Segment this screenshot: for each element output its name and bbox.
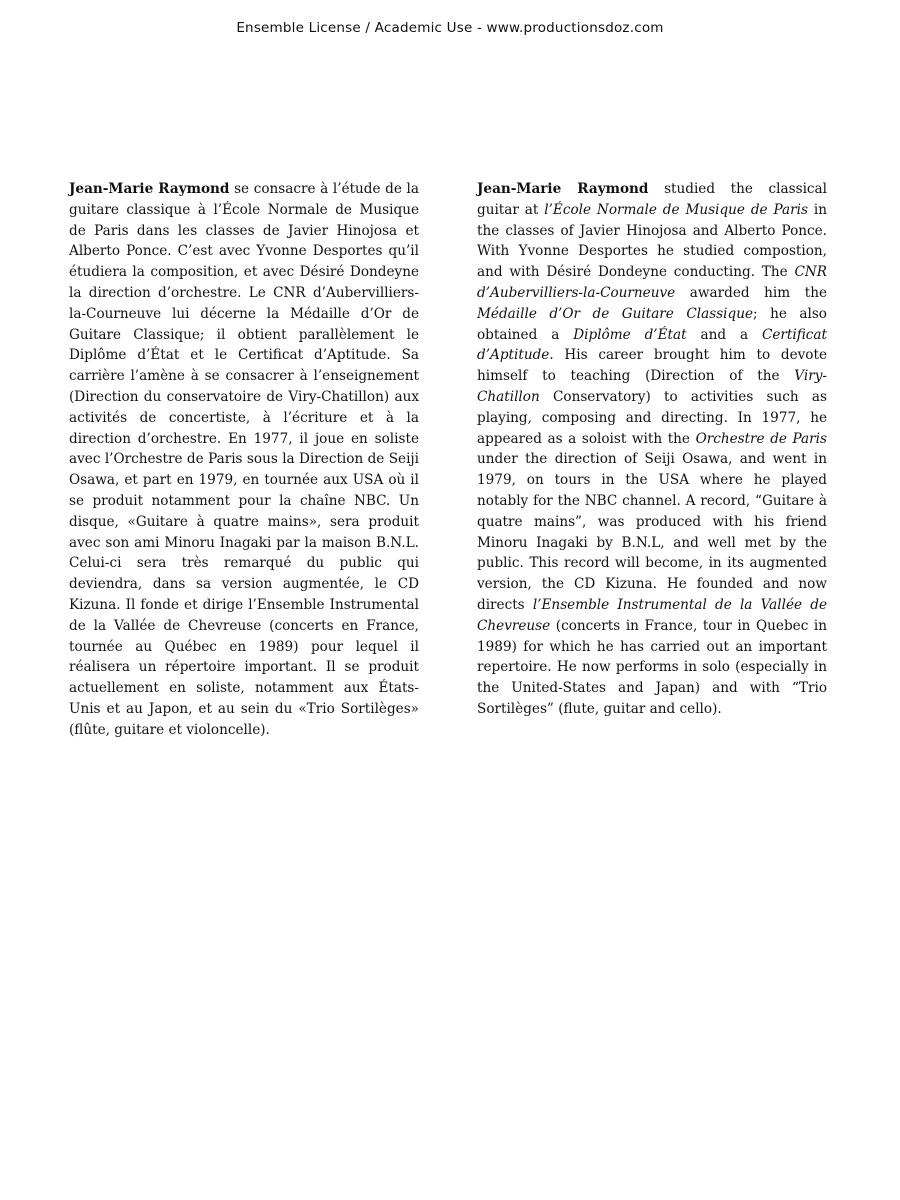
bio-english-column: [477, 179, 827, 720]
bio-name-french: Jean-Marie Raymond: [69, 181, 230, 197]
bio-italic-segment: Diplôme d’État: [573, 326, 687, 343]
license-header: Ensemble License / Academic Use - www.productionsdoz.com: [236, 20, 664, 36]
bio-paragraph-french: [69, 179, 419, 741]
bio-italic-segment: Viry-Chatillon: [477, 368, 827, 405]
bio-italic-segment: l’Ensemble Instrumental de la Vallée de Chevreuse: [477, 596, 827, 634]
bio-italic-segment: Certificat d’Aptitude: [477, 326, 827, 364]
bio-french-column: [69, 179, 419, 741]
bio-italic-segment: CNR d’Aubervilliers-la-Courneuve: [477, 264, 827, 301]
bio-text-segment: (concerts in France, tour in Quebec in 1989) for which he has carried out an important repertoire. He now performs in solo (especially in the United-States and Japan) and with “Trio Sortilèges” (flute, guitar and cello).: [477, 617, 827, 717]
bio-italic-segment: Orchestre de Paris: [695, 430, 827, 447]
bio-text-segment: under the direction of Seiji Osawa, and went in 1979, on tours in the USA where he played notably for the NBC channel. A record, “Guitare à quatre mains”, was produced with his friend Minoru Inagaki by B.N.L, and well met by the public. This record will become, in its augmented version, the CD Kizuna. He founded and now directs: [477, 451, 827, 613]
bio-text-segment: studied the classical guitar at: [477, 181, 827, 218]
bio-text-segment: . His career brought him to devote himself to teaching (Direction of the: [477, 347, 827, 385]
bio-text-segment: awarded him the: [675, 284, 827, 301]
bio-name-english: Jean-Marie Raymond: [477, 181, 649, 197]
bio-text-segment: in the classes of Javier Hinojosa and Alberto Ponce. With Yvonne Desportes he studied compostion, and with Désiré Dondeyne conducting. The: [477, 201, 827, 281]
bio-body-english: [477, 181, 827, 717]
bio-text-segment: and a: [686, 326, 762, 343]
bio-text-segment: ; he also obtained a: [477, 305, 827, 343]
bio-paragraph-english: [477, 179, 827, 720]
bio-text-segment: Conservatory) to activities such as playing, composing and directing. In 1977, he appeared as a soloist with the: [477, 388, 827, 447]
bio-italic-segment: l’École Normale de Musique de Paris: [544, 201, 808, 218]
bio-italic-segment: Médaille d’Or de Guitare Classique: [477, 305, 753, 322]
bio-body-french: [69, 181, 419, 738]
bio-text-segment: se consacre à l’étude de la guitare classique à l’École Normale de Musique de Paris dans les classes de Javier Hinojosa et Alberto Ponce. C’est avec Yvonne Desportes qu’il étudiera la composition, et avec Désiré Dondeyne la direction d’orchestre. Le CNR d’Aubervilliers-la-Courneuve lui décerne la Médaille d’Or de Guitare Classique; il obtient parallèlement le Diplôme d’État et le Certificat d’Aptitude. Sa carrière l’amène à se consacrer à l’enseignement (Direction du conservatoire de Viry-Chatillon) aux activités de concertiste, à l’écriture et à la direction d’orchestre. En 1977, il joue en soliste avec l’Orchestre de Paris sous la Direction de Seiji Osawa, et part en 1979, en tournée aux USA où il se produit notamment pour la chaîne NBC. Un disque, «Guitare à quatre mains», sera produit avec son ami Minoru Inagaki par la maison B.N.L. Celui-ci sera très remarqué du public qui deviendra, dans sa version augmentée, le CD Kizuna. Il fonde et dirige l’Ensemble Instrumental de la Vallée de Chevreuse (concerts en France, tournée au Québec en 1989) pour lequel il réalisera un répertoire important. Il se produit actuellement en soliste, notamment aux États-Unis et au Japon, et au sein du «Trio Sortilèges» (flûte, guitare et violoncelle).: [69, 181, 419, 738]
